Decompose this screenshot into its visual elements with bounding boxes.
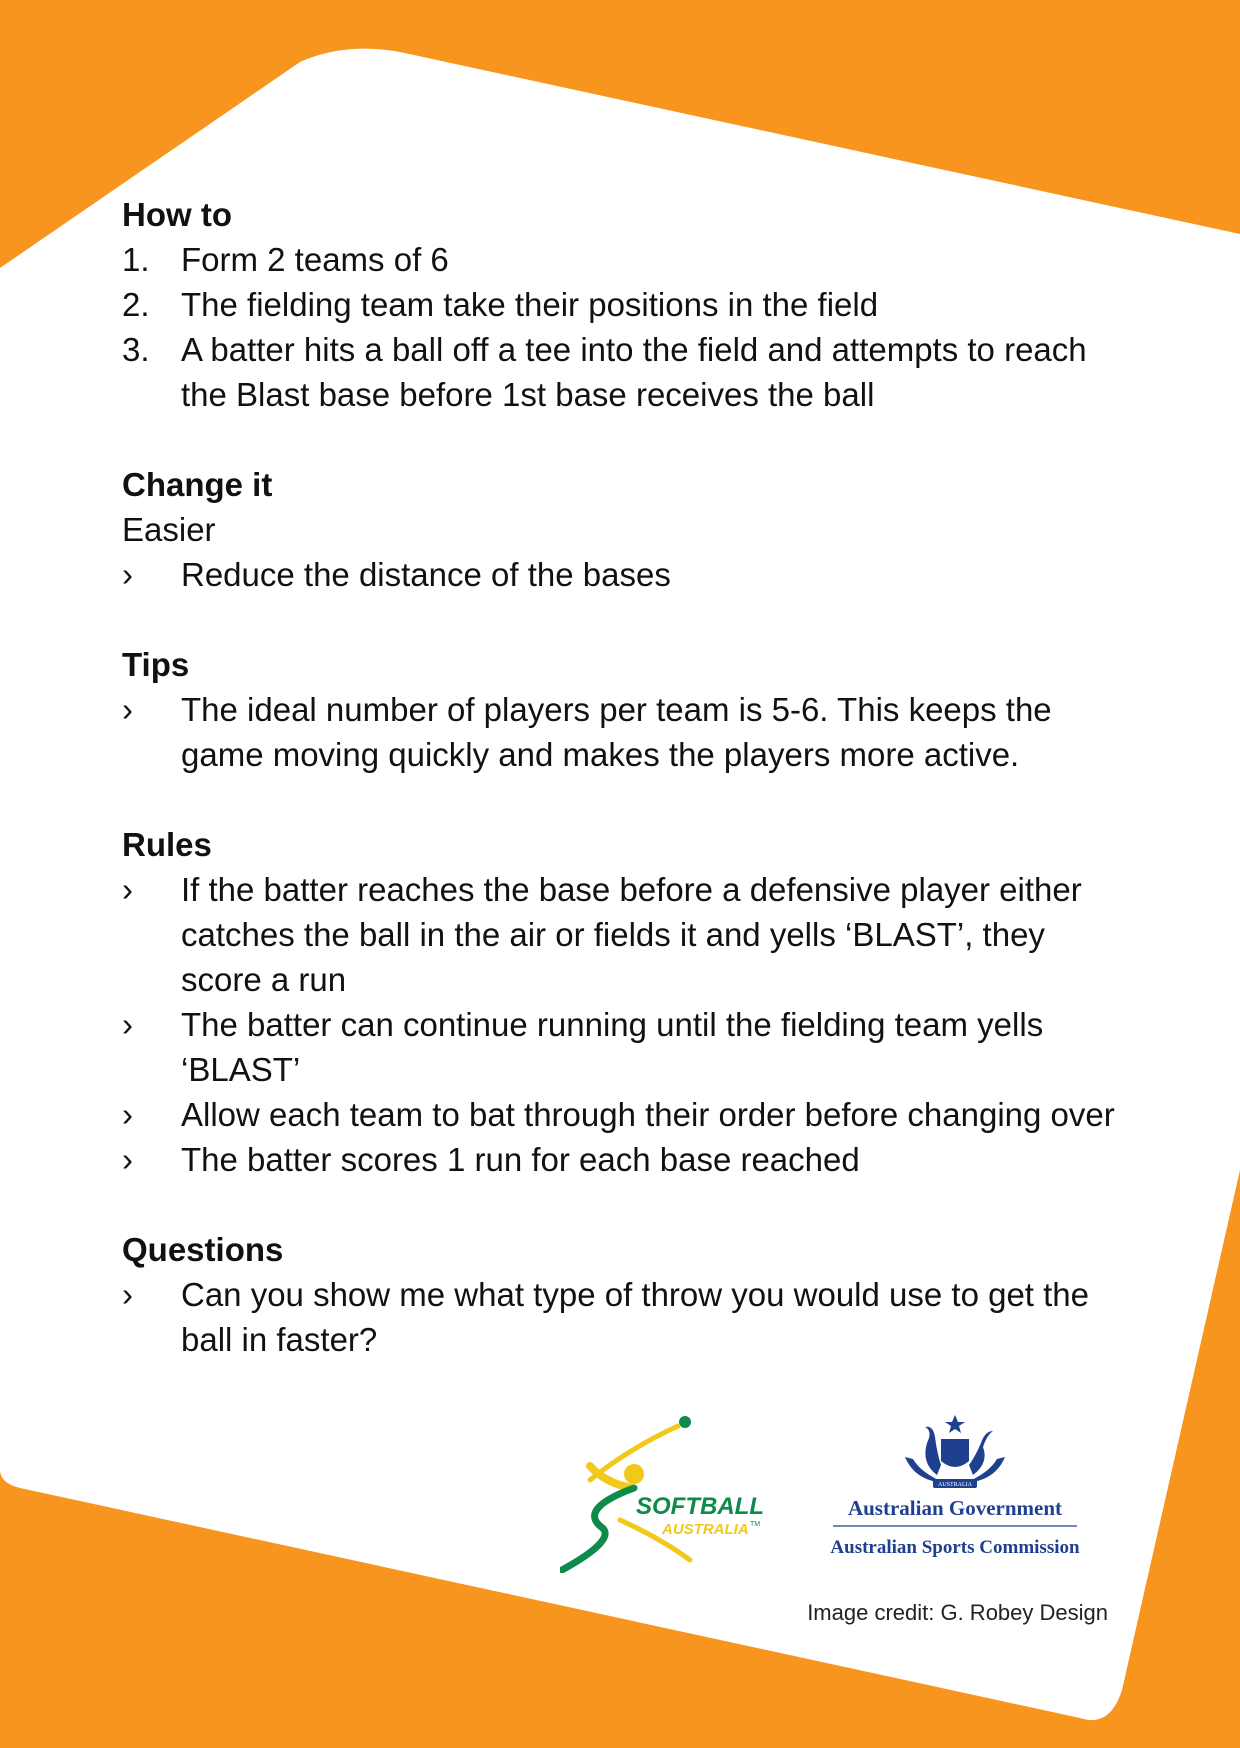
list-marker: ›	[122, 871, 133, 908]
section-gap	[122, 417, 1132, 462]
gov-commission-text: Australian Sports Commission	[830, 1537, 1080, 1558]
logo-player-head	[624, 1464, 644, 1484]
section-gap	[122, 777, 1132, 822]
list-marker: ›	[122, 1096, 133, 1133]
list-item-text: If the batter reaches the base before a defensive player either catches the ball in the air or fields it and yells ‘BLAST’, they score a run	[181, 871, 1082, 998]
change-it-section	[122, 462, 1132, 597]
crest-scroll-text: AUSTRALIA	[938, 1482, 972, 1488]
list-item-text: Allow each team to bat through their order before changing over	[181, 1096, 1115, 1133]
gov-title-text: Australian Government	[847, 1496, 1063, 1520]
tips-section	[122, 642, 1132, 777]
list-item-text: The ideal number of players per team is 5-6. This keeps the game moving quickly and makes the players more active.	[181, 691, 1052, 773]
questions-list	[122, 1272, 1132, 1362]
australian-government-logo	[825, 1413, 1085, 1583]
list-marker: ›	[122, 1141, 133, 1178]
list-marker: ›	[122, 556, 133, 593]
list-item	[122, 327, 1132, 417]
list-item-text: Can you show me what type of throw you would use to get the ball in faster?	[181, 1276, 1090, 1358]
easier-subheading: Easier	[122, 511, 216, 548]
content	[122, 192, 1132, 1362]
logo-ball-green	[679, 1416, 691, 1428]
tips-heading: Tips	[122, 646, 190, 683]
questions-heading: Questions	[122, 1231, 284, 1268]
list-item	[122, 1002, 1132, 1092]
image-credit: Image credit: G. Robey Design	[807, 1600, 1108, 1625]
questions-section	[122, 1227, 1132, 1362]
list-item-text: A batter hits a ball off a tee into the field and attempts to reach the Blast base before 1st base receives the ball	[181, 331, 1087, 413]
change-it-heading: Change it	[122, 466, 273, 503]
list-item	[122, 687, 1132, 777]
rules-section	[122, 822, 1132, 1182]
list-item	[122, 552, 1132, 597]
list-item-text: The batter scores 1 run for each base reached	[181, 1141, 860, 1178]
list-item-text: The batter can continue running until the fielding team yells ‘BLAST’	[181, 1006, 1044, 1088]
list-item-text: The fielding team take their positions in the field	[181, 286, 879, 323]
list-marker: ›	[122, 1006, 133, 1043]
how-to-heading: How to	[122, 196, 232, 233]
list-item	[122, 1272, 1132, 1362]
list-item	[122, 237, 1132, 282]
how-to-section	[122, 192, 1132, 417]
how-to-list	[122, 237, 1132, 417]
list-marker: ›	[122, 691, 133, 728]
softball-australia-logo	[560, 1408, 800, 1573]
logo-softball-text: SOFTBALL	[636, 1493, 764, 1520]
section-gap	[122, 1182, 1132, 1227]
list-item	[122, 282, 1132, 327]
crest-star-icon	[945, 1415, 965, 1433]
tips-list	[122, 687, 1132, 777]
section-gap	[122, 597, 1132, 642]
change-it-list	[122, 552, 1132, 597]
list-marker: 3.	[122, 331, 150, 368]
rules-list	[122, 867, 1132, 1182]
logo-australia-text: AUSTRALIA	[662, 1521, 749, 1538]
list-marker: 1.	[122, 241, 150, 278]
list-item	[122, 867, 1132, 1002]
list-item	[122, 1092, 1132, 1137]
list-item-text: Form 2 teams of 6	[181, 241, 449, 278]
coat-of-arms-icon	[905, 1415, 1005, 1488]
kangaroo-icon	[925, 1427, 941, 1475]
rules-heading: Rules	[122, 826, 212, 863]
logo-tm-text: TM	[750, 1521, 761, 1528]
list-marker: 2.	[122, 286, 150, 323]
list-marker: ›	[122, 1276, 133, 1313]
list-item	[122, 1137, 1132, 1182]
list-item-text: Reduce the distance of the bases	[181, 556, 671, 593]
shield-icon	[941, 1439, 969, 1467]
logo-player-body	[562, 1488, 634, 1570]
